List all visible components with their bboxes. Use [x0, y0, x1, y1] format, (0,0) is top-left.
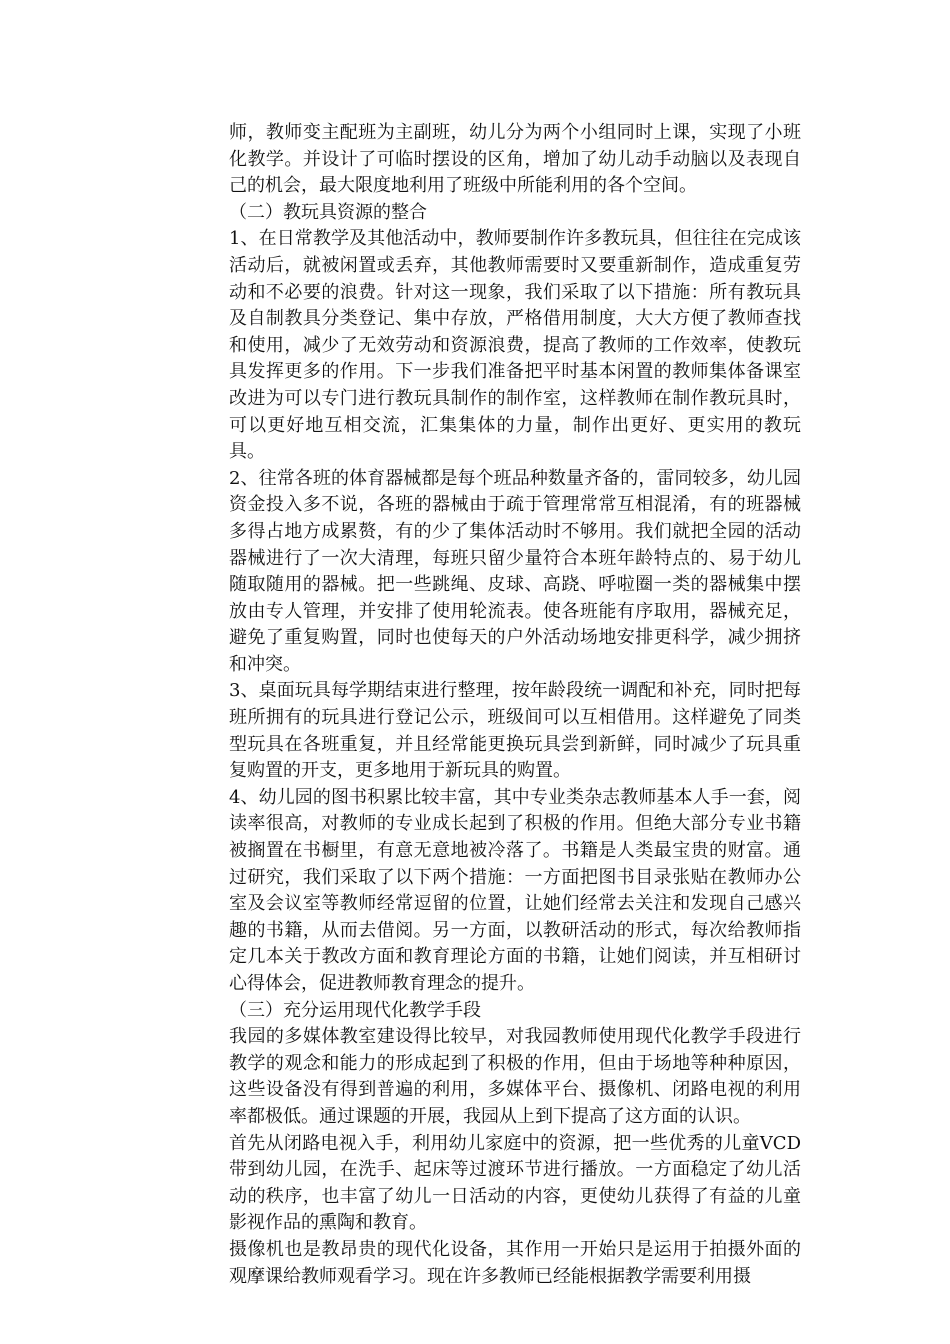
paragraph-multimedia: 我园的多媒体教室建设得比较早，对我园教师使用现代化教学手段进行教学的观念和能力的形成起到了积极的作用，但由于场地等种种原因，这些设备没有得到普遍的利用，多媒体平台、摄像机、闭路电视的利用率都极低。通过课题的开展，我园从上到下提高了这方面的认识。 — [229, 1026, 801, 1127]
section-heading-2: （二）教玩具资源的整合 — [229, 201, 427, 223]
paragraph-item-1: 1、在日常教学及其他活动中，教师要制作许多教玩具，但往往在完成该活动后，就被闲置或丢弃，其他教师需要时又要重新制作，造成重复劳动和不必要的浪费。针对这一现象，我们采取了以下措施：所有教玩具及自制教具分类登记、集中存放，严格借用制度，大大方便了教师查找和使用，减少了无效劳动和资源浪费，提高了教师的工作效率，使教玩具发挥更多的作用。下一步我们准备把平时基本闲置的教师集体备课室改进为可以专门进行教玩具制作的制作室，这样教师在制作教玩具时，可以更好地互相交流，汇集集体的力量，制作出更好、更实用的教玩具。 — [229, 228, 801, 463]
paragraph-camera: 摄像机也是教昂贵的现代化设备，其作用一开始只是运用于拍摄外面的观摩课给教师观看学习。现在许多教师已经能根据教学需要利用摄 — [229, 1238, 801, 1287]
paragraph-item-2: 2、往常各班的体育器械都是每个班品种数量齐备的，雷同较多，幼儿园资金投入多不说，各班的器械由于疏于管理常常互相混淆，有的班器械多得占地方成累赘，有的少了集体活动时不够用。我们就把全园的活动器械进行了一次大清理，每班只留少量符合本班年龄特点的、易于幼儿随取随用的器械。把一些跳绳、皮球、高跷、呼啦圈一类的器械集中摆放由专人管理，并安排了使用轮流表。使各班能有序取用，器械充足，避免了重复购置，同时也使每天的户外活动场地安排更科学，减少拥挤和冲突。 — [229, 467, 801, 675]
section-heading-3: （三）充分运用现代化教学手段 — [229, 999, 481, 1021]
paragraph-class-structure: 师，教师变主配班为主副班，幼儿分为两个小组同时上课，实现了小班化教学。并设计了可临时摆设的区角，增加了幼儿动手动脑以及表现自己的机会，最大限度地利用了班级中所能利用的各个空间。 — [229, 122, 801, 197]
document-body — [229, 120, 801, 1290]
paragraph-cctv: 首先从闭路电视入手，利用幼儿家庭中的资源，把一些优秀的儿童VCD带到幼儿园，在洗手、起床等过渡环节进行播放。一方面稳定了幼儿活动的秩序，也丰富了幼儿一日活动的内容，更使幼儿获得了有益的儿童影视作品的熏陶和教育。 — [229, 1132, 801, 1234]
paragraph-item-3: 3、桌面玩具每学期结束进行整理，按年龄段统一调配和补充，同时把每班所拥有的玩具进行登记公示，班级间可以互相借用。这样避免了同类型玩具在各班重复，并且经常能更换玩具尝到新鲜，同时减少了玩具重复购置的开支，更多地用于新玩具的购置。 — [229, 680, 801, 782]
paragraph-item-4: 4、幼儿园的图书积累比较丰富，其中专业类杂志教师基本人手一套，阅读率很高，对教师的专业成长起到了积极的作用。但绝大部分专业书籍被搁置在书橱里，有意无意地被冷落了。书籍是人类最宝贵的财富。通过研究，我们采取了以下两个措施：一方面把图书目录张贴在教师办公室及会议室等教师经常逗留的位置，让她们经常去关注和发现自己感兴趣的书籍，从而去借阅。另一方面，以教研活动的形式，每次给教师指定几本关于教改方面和教育理论方面的书籍，让她们阅读，并互相研讨心得体会，促进教师教育理念的提升。 — [229, 786, 801, 994]
